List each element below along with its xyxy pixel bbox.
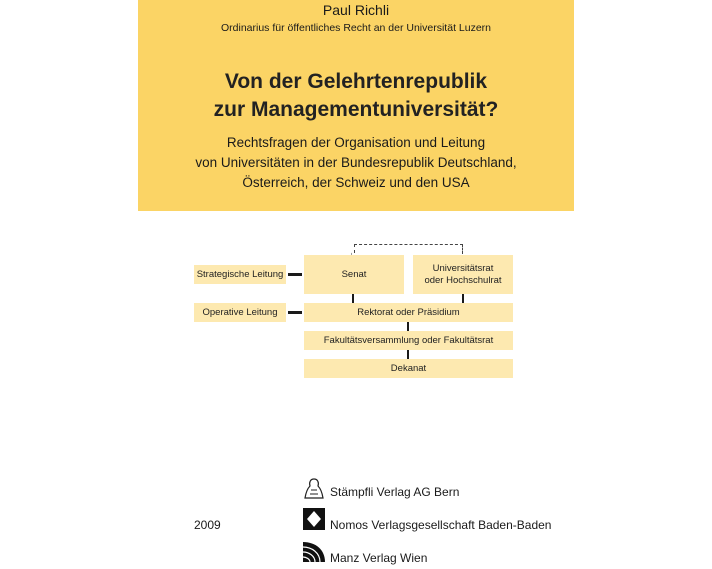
- rektorat-label: Rektorat oder Präsidium: [357, 306, 460, 318]
- strategische-leitung-label: Strategische Leitung: [196, 268, 284, 280]
- publisher-nomos: Nomos Verlagsgesellschaft Baden-Baden: [330, 518, 552, 532]
- manz-logo-icon: [302, 541, 326, 563]
- fakultaet-label: Fakultätsversammlung oder Fakultätsrat: [323, 334, 494, 346]
- universitaetsrat-label-line-2: oder Hochschulrat: [424, 274, 502, 286]
- subtitle-line-1: Rechtsfragen der Organisation und Leitung: [226, 135, 486, 150]
- rektorat-down-connector: [407, 322, 409, 331]
- subtitle-line-2: von Universitäten in der Bundesrepublik Deutschland,: [195, 155, 517, 170]
- dekanat-label: Dekanat: [390, 362, 427, 374]
- book-title-line-1: Von der Gelehrtenrepublik: [224, 70, 488, 93]
- operative-leitung-box: [194, 303, 286, 322]
- operative-connector: [288, 311, 302, 314]
- dashed-connector-top: [354, 244, 463, 245]
- strategische-leitung-box: [194, 265, 286, 284]
- dashed-connector-right: [462, 244, 463, 254]
- author-affiliation: Ordinarius für öffentliches Recht an der Universität Luzern: [220, 22, 492, 34]
- strategische-connector: [288, 273, 302, 276]
- senat-label: Senat: [341, 268, 367, 280]
- dekanat-box: [304, 359, 513, 378]
- operative-leitung-label: Operative Leitung: [202, 306, 278, 318]
- staempfli-logo-icon: [302, 478, 326, 500]
- nomos-logo-icon: [302, 508, 326, 530]
- senat-box: [304, 255, 404, 294]
- universitaetsrat-box: [413, 255, 513, 294]
- publisher-manz: Manz Verlag Wien: [330, 551, 428, 565]
- publisher-staempfli: Stämpfli Verlag AG Bern: [330, 485, 460, 499]
- fakultaet-down-connector: [407, 350, 409, 359]
- rektorat-box: [304, 303, 513, 322]
- senat-down-connector: [352, 294, 354, 303]
- book-title-line-2: zur Managementuniversität?: [213, 98, 499, 121]
- author-name: Paul Richli: [322, 2, 390, 18]
- publication-year: 2009: [194, 518, 221, 532]
- universitaetsrat-label-line-1: Universitätsrat: [432, 262, 494, 274]
- unirat-down-connector: [462, 294, 464, 303]
- subtitle-line-3: Österreich, der Schweiz und den USA: [242, 175, 470, 190]
- fakultaet-box: [304, 331, 513, 350]
